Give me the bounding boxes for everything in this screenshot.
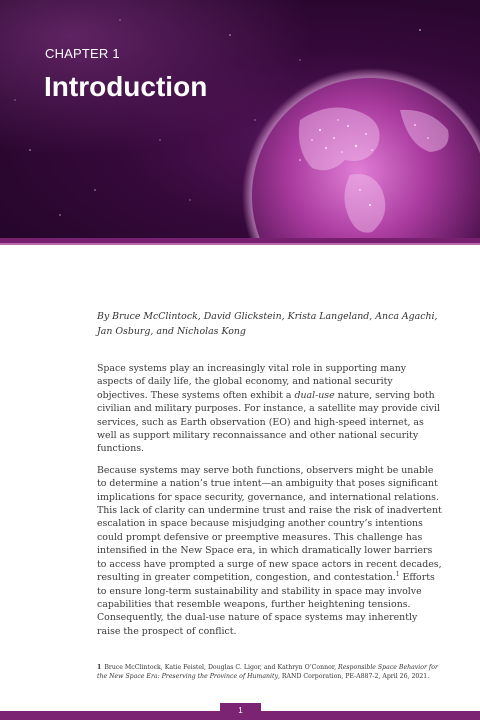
header-accent-band-light (0, 243, 480, 245)
chapter-header-banner (0, 0, 480, 238)
body-text (97, 362, 442, 646)
footnote-text-after: , RAND Corporation, PE-A887-2, April 26, 2021. (277, 673, 430, 680)
chapter-label: CHAPTER 1 (45, 46, 120, 61)
footnote (97, 663, 442, 681)
p2-text-before: Because systems may serve both functions, observers might be unable to determine a nation’s true intent—an ambiguity that poses significant implications for space security, governance, and international relations. This lack of clarity can undermine trust and raise the risk of inadvertent escalation in space because misjudging another country’s intentions could prompt defensive or preemptive measures. This challenge has intensified in the New Space era, in which dramatically lower barriers to access have prompted a surge of new space actors in recent decades, resulting in greater competition, congestion, and contestation. (97, 464, 442, 584)
paragraph-2 (97, 464, 442, 638)
p1-emphasis-term: dual-use (294, 389, 335, 401)
earth-globe-illustration (0, 0, 480, 238)
p1-text-before: Space systems play an increasingly vital role in supporting many aspects of daily life, the global economy, and national security objectives. These systems often exhibit a (97, 363, 407, 401)
page-number: 1 (220, 703, 261, 720)
p1-text-after: nature, serving both civilian and military purposes. For instance, a satellite may provide civil services, such as Earth observation (EO) and high-speed internet, as well as support military reconnaissance and other national security functions. (97, 389, 440, 455)
footnote-reference[interactable]: 1 (395, 570, 400, 578)
footnote-text-before: Bruce McClintock, Katie Feistel, Douglas C. Ligor, and Kathryn O’Connor, (104, 664, 339, 671)
p2-text-after: Efforts to ensure long-term sustainability and stability in space may involve capabilities that resemble weapons, further heightening tensions. Consequently, the dual-use nature of space systems may inherently raise the prospect of conflict. (97, 572, 435, 637)
footnote-publication-title: Responsible Space Behavior for the New Space Era: Preserving the Province of Humanity (97, 664, 438, 680)
paragraph-1 (97, 362, 442, 456)
chapter-title: Introduction (44, 71, 208, 102)
footnote-number: 1 (97, 664, 102, 671)
author-byline: By Bruce McClintock, David Glickstein, Krista Langeland, Anca Agachi, Jan Osburg, and Nicholas Kong (97, 311, 438, 337)
